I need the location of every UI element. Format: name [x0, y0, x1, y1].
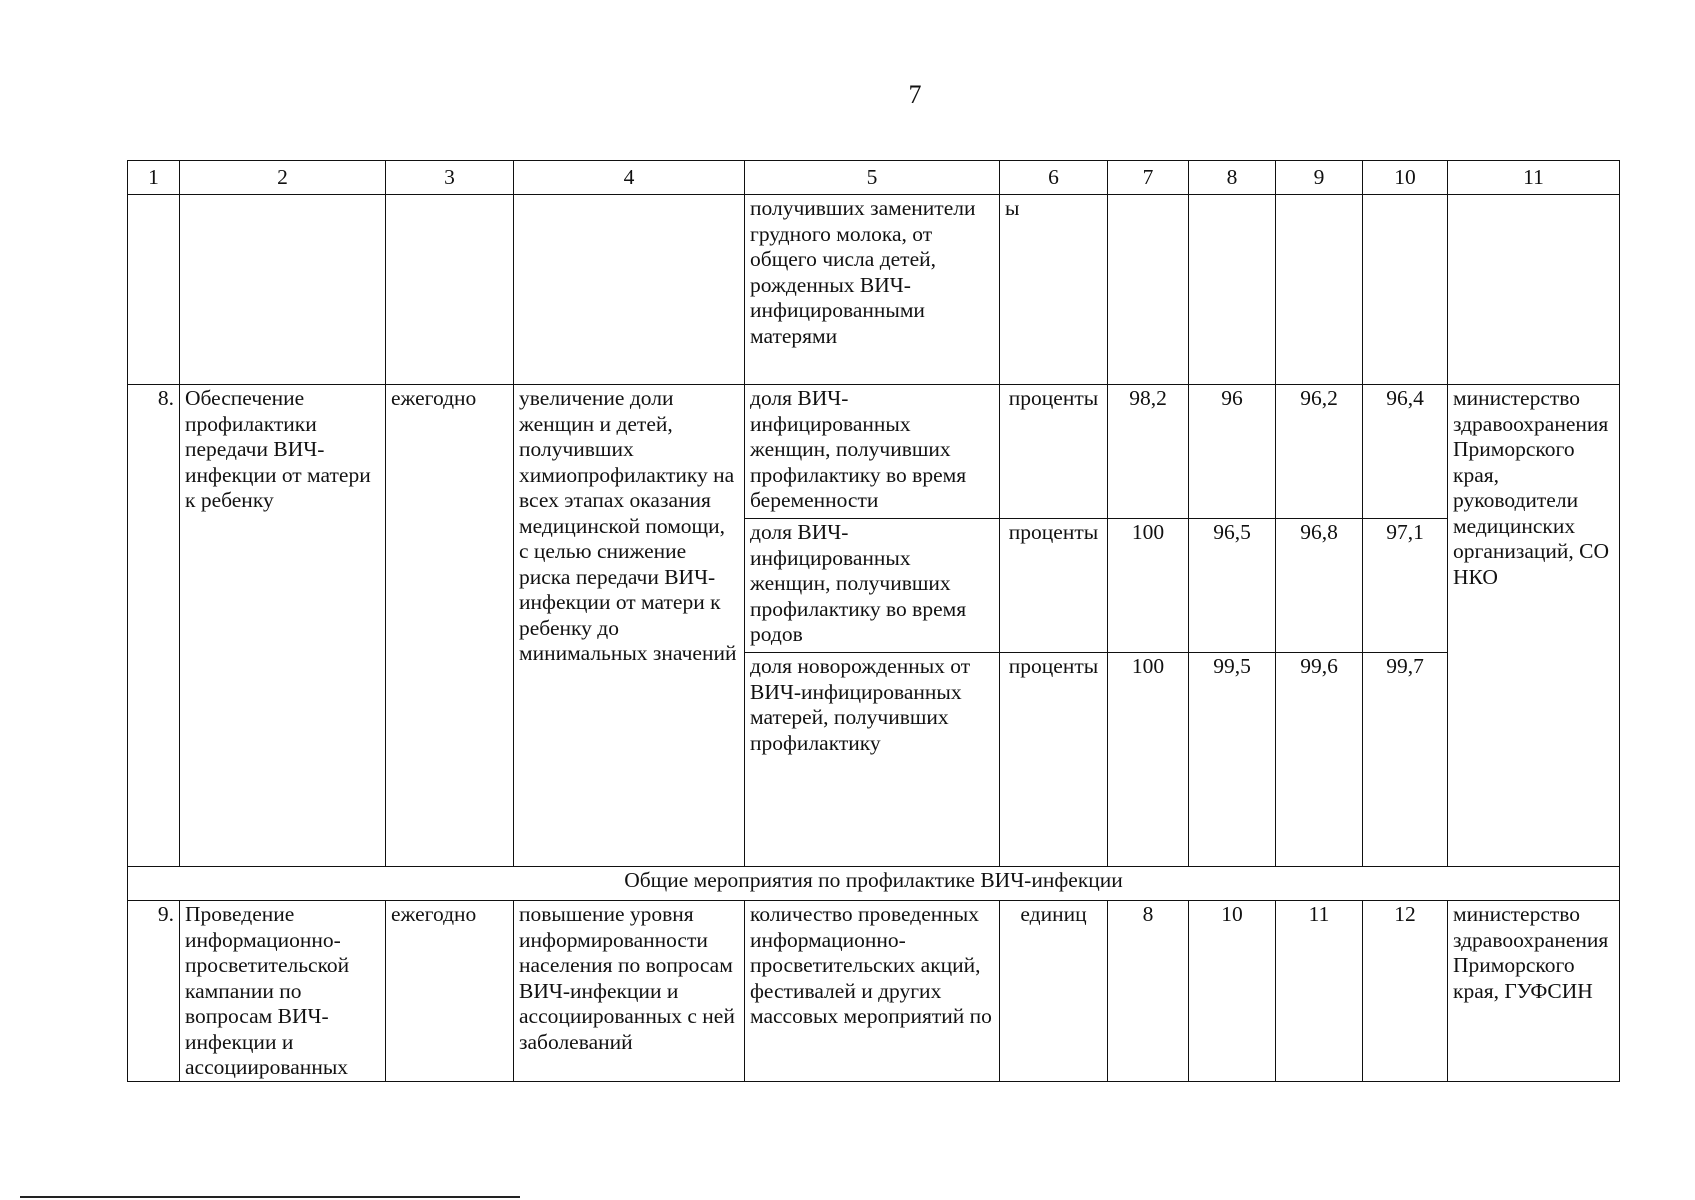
section-title: Общие мероприятия по профилактике ВИЧ-инфекции [128, 867, 1620, 901]
row8-unit-1: проценты [1000, 385, 1108, 519]
row9-num: 9. [128, 901, 180, 1082]
row9-indicator: количество проведенных информационно-просветительских акций, фестивалей и других массовых мероприятий по [745, 901, 1000, 1082]
program-table [127, 160, 1620, 1082]
row8-v9-3: 99,6 [1276, 653, 1363, 867]
row9-v10: 12 [1363, 901, 1448, 1082]
column-header-row [128, 161, 1620, 195]
cont-indicator: получивших заменители грудного молока, от общего числа детей, рожденных ВИЧ-инфицированными матерями [745, 195, 1000, 385]
header-cell-1: 1 [128, 161, 180, 195]
row9-unit: единиц [1000, 901, 1108, 1082]
header-cell-7: 7 [1108, 161, 1189, 195]
header-cell-6: 6 [1000, 161, 1108, 195]
row8-result: увеличение доли женщин и детей, получивших химиопрофилактику на всех этапах оказания медицинской помощи, с целью снижение риска передачи ВИЧ-инфекции от матери к ребенку до минимальных значений [514, 385, 745, 867]
row8-responsible: министерство здравоохранения Приморского края, руководители медицинских организаций, СО НКО [1448, 385, 1620, 867]
header-cell-2: 2 [180, 161, 386, 195]
row8-num: 8. [128, 385, 180, 867]
row9-v8: 10 [1189, 901, 1276, 1082]
page-number: 7 [908, 80, 922, 109]
row9-v9: 11 [1276, 901, 1363, 1082]
header-cell-5: 5 [745, 161, 1000, 195]
footnote-divider [20, 1196, 520, 1198]
row8-v10-1: 96,4 [1363, 385, 1448, 519]
row9-activity: Проведение информационно-просветительской кампании по вопросам ВИЧ-инфекции и ассоциированных [180, 901, 386, 1082]
row8-v8-3: 99,5 [1189, 653, 1276, 867]
row8-term: ежегодно [386, 385, 514, 867]
row-8-a [128, 385, 1620, 519]
row8-v7-2: 100 [1108, 519, 1189, 653]
row8-v7-1: 98,2 [1108, 385, 1189, 519]
header-cell-10: 10 [1363, 161, 1448, 195]
row8-v9-1: 96,2 [1276, 385, 1363, 519]
row8-v7-3: 100 [1108, 653, 1189, 867]
header-cell-11: 11 [1448, 161, 1620, 195]
row9-responsible: министерство здравоохранения Приморского края, ГУФСИН [1448, 901, 1620, 1082]
section-row [128, 867, 1620, 901]
continuation-row [128, 195, 1620, 385]
row8-v9-2: 96,8 [1276, 519, 1363, 653]
header-cell-3: 3 [386, 161, 514, 195]
row8-indicator-3: доля новорожденных от ВИЧ-инфицированных матерей, получивших профилактику [745, 653, 1000, 867]
row9-result: повышение уровня информированности населения по вопросам ВИЧ-инфекции и ассоциированных с ней заболеваний [514, 901, 745, 1082]
row8-unit-3: проценты [1000, 653, 1108, 867]
row9-v7: 8 [1108, 901, 1189, 1082]
row8-v10-2: 97,1 [1363, 519, 1448, 653]
cont-unit: ы [1000, 195, 1108, 385]
row8-v8-1: 96 [1189, 385, 1276, 519]
row8-v8-2: 96,5 [1189, 519, 1276, 653]
row-9 [128, 901, 1620, 1082]
header-cell-4: 4 [514, 161, 745, 195]
row9-term: ежегодно [386, 901, 514, 1082]
row8-unit-2: проценты [1000, 519, 1108, 653]
header-cell-8: 8 [1189, 161, 1276, 195]
row8-v10-3: 99,7 [1363, 653, 1448, 867]
row8-indicator-2: доля ВИЧ-инфицированных женщин, получивших профилактику во время родов [745, 519, 1000, 653]
header-cell-9: 9 [1276, 161, 1363, 195]
row8-indicator-1: доля ВИЧ-инфицированных женщин, получивших профилактику во время беременности [745, 385, 1000, 519]
row8-activity: Обеспечение профилактики передачи ВИЧ-инфекции от матери к ребенку [180, 385, 386, 867]
